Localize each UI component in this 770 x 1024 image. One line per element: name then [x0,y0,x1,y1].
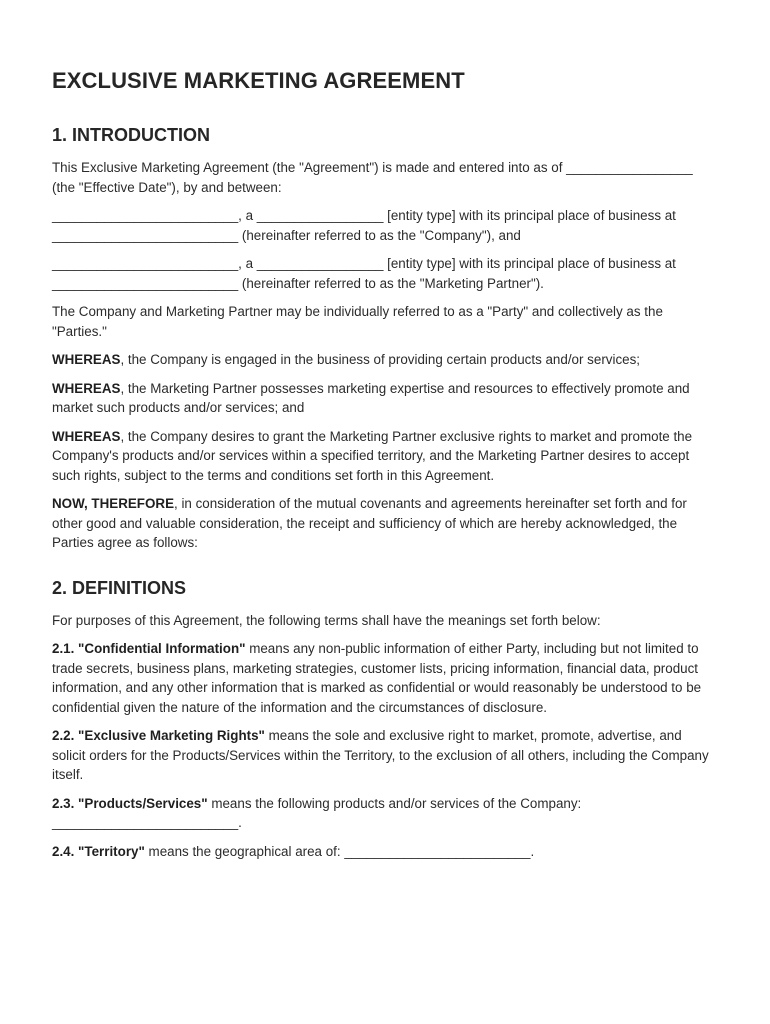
whereas-paragraph-1 [52,350,718,370]
definition-text: means any non-public information of either Party, including but not limited to trade secrets, business plans, marketing strategies, customer lists, pricing information, financial data, product information, and any other information that is marked as confidential or would reasonably be understood to be confidential given the nature of the information and the circumstances of disclosure. [52,641,702,715]
party-company-paragraph: _________________________, a _________________ [entity type] with its principal place of business at _________________________ (hereinafter referred to as the "Company"), and [52,208,676,243]
now-therefore-paragraph [52,494,718,553]
whereas-text: , the Company is engaged in the business of providing certain products and/or services; [120,352,641,367]
party-partner-paragraph: _________________________, a _________________ [entity type] with its principal place of business at _________________________ (hereinafter referred to as the "Marketing Partner"). [52,256,676,291]
whereas-lead: WHEREAS [52,352,121,367]
intro-paragraph: This Exclusive Marketing Agreement (the "Agreement") is made and entered into as of _________________ (the "Effective Date"), by and between: [52,160,693,195]
definition-item-territory [52,842,718,862]
parties-paragraph: The Company and Marketing Partner may be individually referred to as a "Party" and collectively as the "Parties." [52,304,663,339]
section-heading-introduction: 1. INTRODUCTION [52,125,211,145]
definition-term: 2.4. "Territory" [52,843,145,859]
definition-text: means the sole and exclusive right to market, promote, advertise, and solicit orders for the Products/Services within the Territory, to the exclusion of all others, including the Company itself. [52,728,709,782]
definition-item-products-services [52,794,718,833]
definition-text: means the geographical area of: _________________________. [144,843,535,859]
whereas-lead: WHEREAS [52,428,121,444]
definition-term: 2.2. "Exclusive Marketing Rights" [52,728,265,743]
whereas-text: , the Company desires to grant the Marketing Partner exclusive rights to market and promote the Company's products and/or services within a specified territory, and the Marketing Partner desires to accept such rights, subject to the terms and conditions set forth in this Agreement. [52,428,693,483]
definition-item-exclusive-marketing-rights [52,726,718,785]
document-title: EXCLUSIVE MARKETING AGREEMENT [52,68,465,93]
definition-item-confidential-information [52,639,718,717]
whereas-paragraph-2 [52,379,718,418]
whereas-lead: WHEREAS [52,380,121,396]
section-heading-definitions: 2. DEFINITIONS [52,577,187,598]
definition-text: means the following products and/or services of the Company: _________________________. [52,795,582,830]
now-therefore-lead: NOW, THEREFORE [52,496,175,511]
whereas-text: , the Marketing Partner possesses marketing expertise and resources to effectively promote and market such products and/or services; and [52,380,690,415]
definitions-intro-paragraph: For purposes of this Agreement, the following terms shall have the meanings set forth below: [52,612,601,628]
definition-term: 2.1. "Confidential Information" [52,641,246,656]
whereas-paragraph-3 [52,427,718,486]
definition-term: 2.3. "Products/Services" [52,795,208,811]
now-therefore-text: , in consideration of the mutual covenants and agreements hereinafter set forth and for other good and valuable consideration, the receipt and sufficiency of which are hereby acknowledged, the Parties agree as follows: [52,496,687,550]
